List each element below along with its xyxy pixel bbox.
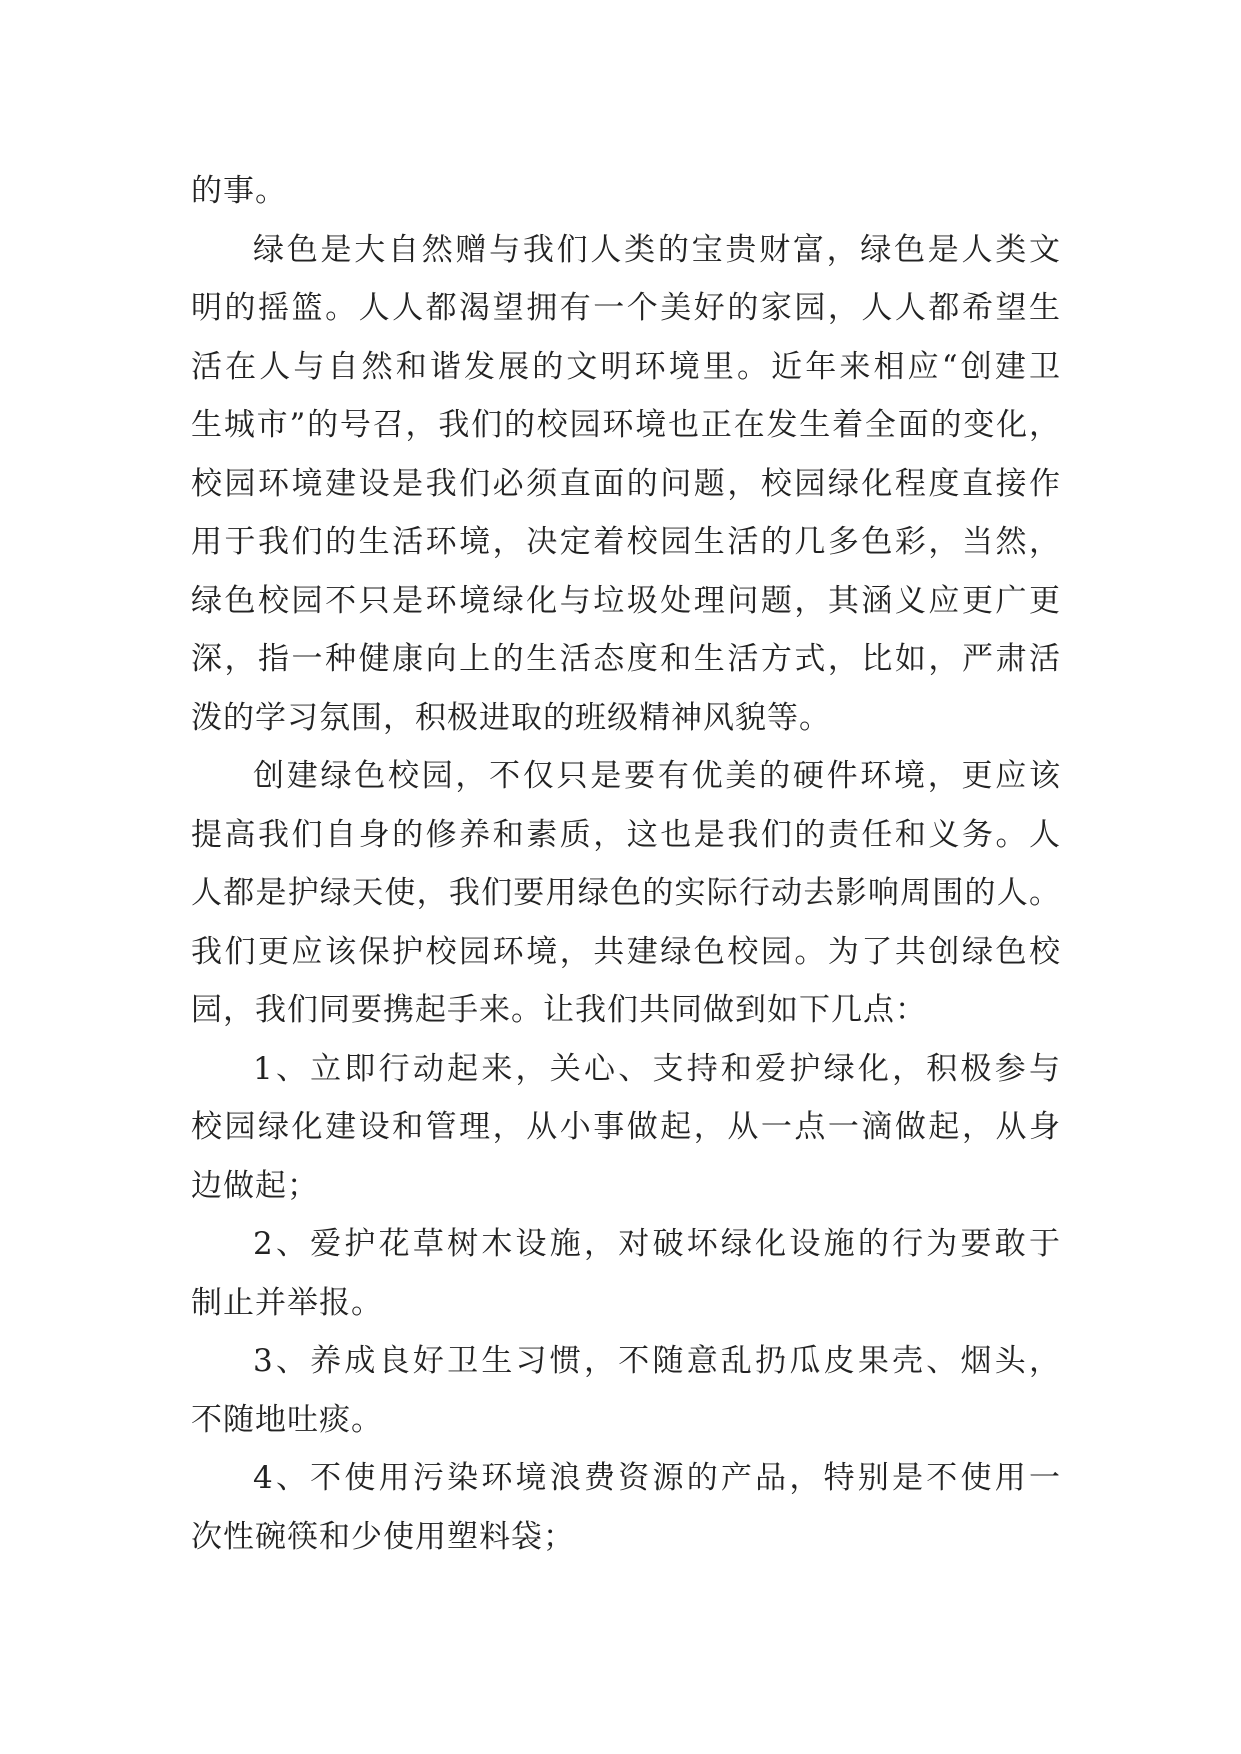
paragraph-2 [191, 221, 1061, 748]
text-line: 的事。 [191, 173, 287, 209]
text-line: 校园绿化建设和管理，从小事做起，从一点一滴做起，从身 [191, 1109, 1061, 1145]
paragraph-1 [191, 162, 1061, 221]
text-line: 1、立即行动起来，关心、支持和爱护绿化，积极参与 [253, 1050, 1061, 1087]
list-item-4 [191, 1449, 1061, 1566]
list-item-2 [191, 1215, 1061, 1332]
text-line: 提高我们自身的修养和素质，这也是我们的责任和义务。人 [191, 816, 1061, 853]
text-line: 深，指一种健康向上的生活态度和生活方式，比如，严肃活 [191, 641, 1061, 677]
text-line: 我们更应该保护校园环境，共建绿色校园。为了共创绿色校 [191, 933, 1061, 970]
text-line: 4、不使用污染环境浪费资源的产品，特别是不使用一 [253, 1460, 1061, 1496]
text-line: 不随地吐痰。 [191, 1401, 383, 1438]
text-line: 次性碗筷和少使用塑料袋； [191, 1518, 575, 1555]
text-line: 绿色是大自然赠与我们人类的宝贵财富，绿色是人类文 [253, 231, 1061, 268]
text-line: 生城市”的号召，我们的校园环境也正在发生着全面的变化， [191, 407, 1061, 443]
text-line: 园，我们同要携起手来。让我们共同做到如下几点： [191, 992, 927, 1028]
text-line: 3、养成良好卫生习惯，不随意乱扔瓜皮果壳、烟头， [253, 1343, 1061, 1379]
text-line: 校园环境建设是我们必须直面的问题，校园绿化程度直接作 [191, 465, 1061, 502]
list-item-1 [191, 1040, 1061, 1216]
text-line: 泼的学习氛围，积极进取的班级精神风貌等。 [191, 699, 831, 736]
text-line: 人都是护绿天使，我们要用绿色的实际行动去影响周围的人。 [191, 875, 1061, 911]
list-item-3 [191, 1332, 1061, 1449]
text-line: 活在人与自然和谐发展的文明环境里。近年来相应“创建卫 [191, 348, 1061, 385]
text-line: 绿色校园不只是环境绿化与垃圾处理问题，其涵义应更广更 [191, 582, 1061, 619]
text-line: 用于我们的生活环境，决定着校园生活的几多色彩，当然， [191, 524, 1061, 560]
text-line: 边做起； [191, 1167, 319, 1204]
text-line: 制止并举报。 [191, 1284, 383, 1321]
document-body [191, 162, 1061, 1566]
text-line: 2、爱护花草树木设施，对破坏绿化设施的行为要敢于 [253, 1226, 1061, 1262]
text-line: 明的摇篮。人人都渴望拥有一个美好的家园，人人都希望生 [191, 290, 1061, 326]
text-line: 创建绿色校园，不仅只是要有优美的硬件环境，更应该 [253, 758, 1061, 794]
paragraph-3 [191, 747, 1061, 1040]
